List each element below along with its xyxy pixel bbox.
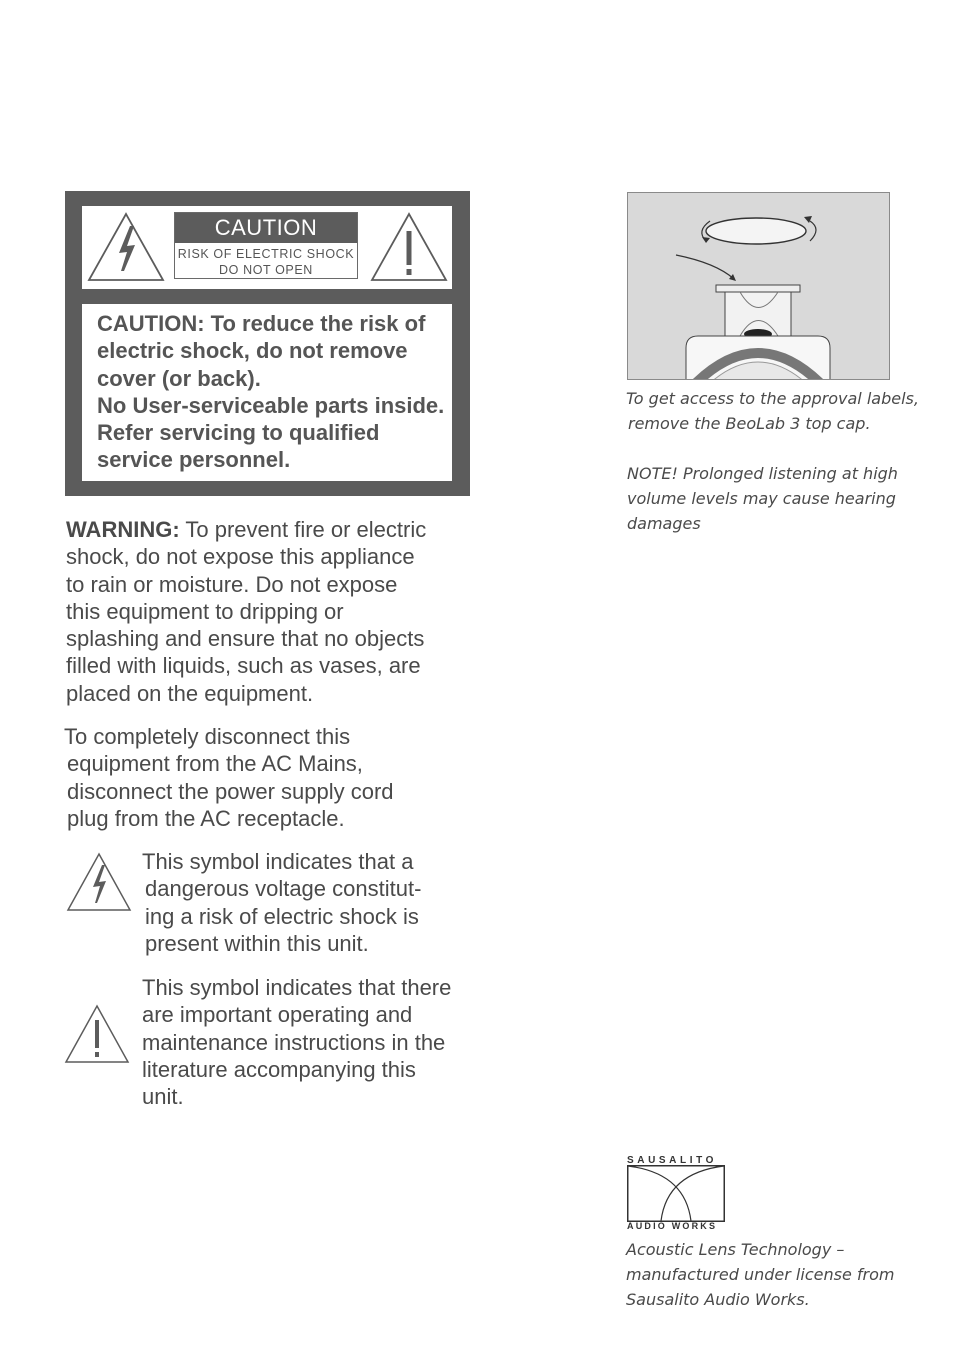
- note-line: damages: [627, 514, 701, 533]
- exclamation-warning-icon: [369, 211, 449, 283]
- warning-label: WARNING:: [66, 517, 180, 542]
- caution-panel: [65, 191, 470, 496]
- lightning-warning-icon: [86, 211, 166, 283]
- warning-line: placed on the equipment.: [66, 680, 314, 706]
- disconnect-line: disconnect the power supply cord: [67, 778, 394, 804]
- caution-line: No User-serviceable parts inside.: [97, 392, 445, 418]
- speaker-illustration-graphic: [628, 193, 890, 380]
- exclamation-text-line: maintenance instructions in the: [142, 1029, 446, 1055]
- photo-caption: [626, 386, 936, 436]
- caution-label-title: CAUTION: [175, 213, 357, 243]
- disconnect-paragraph: [64, 723, 474, 832]
- caution-text: [97, 310, 457, 474]
- photo-caption-line: To get access to the approval labels,: [626, 389, 919, 408]
- disconnect-line: plug from the AC receptacle.: [67, 805, 345, 831]
- exclamation-text-line: are important operating and: [142, 1002, 413, 1028]
- lightning-symbol-text: [142, 848, 472, 957]
- license-text: [626, 1237, 936, 1312]
- warning-line: this equipment to dripping or: [66, 598, 344, 624]
- exclamation-text-line: unit.: [142, 1084, 184, 1110]
- lightning-text-line: dangerous voltage constitut-: [145, 876, 422, 902]
- caution-line: Refer servicing to qualified: [97, 420, 380, 446]
- exclamation-text-line: literature accompanying this: [142, 1056, 416, 1082]
- caution-line: cover (or back).: [97, 365, 261, 391]
- hearing-note: [627, 461, 937, 536]
- disconnect-line: equipment from the AC Mains,: [67, 751, 363, 777]
- warning-line: splashing and ensure that no objects: [66, 626, 425, 652]
- caution-text-box: [82, 304, 452, 481]
- license-line: Acoustic Lens Technology –: [626, 1240, 845, 1259]
- disconnect-line: To completely disconnect this: [64, 724, 351, 749]
- warning-line: To prevent fire or electric: [179, 517, 427, 542]
- warning-line: shock, do not expose this appliance: [66, 544, 415, 570]
- logo-mark: [627, 1165, 725, 1222]
- lightning-text-line: ing a risk of electric shock is: [145, 903, 419, 929]
- warning-line: filled with liquids, such as vases, are: [66, 653, 421, 679]
- warning-paragraph: [66, 516, 476, 707]
- note-line: volume levels may cause hearing: [627, 489, 896, 508]
- caution-label-line2: DO NOT OPEN: [219, 263, 313, 277]
- lightning-text-line: This symbol indicates that a: [142, 849, 414, 874]
- logo-top-text: SAUSALITO: [627, 1155, 717, 1166]
- lightning-text-line: present within this unit.: [145, 930, 369, 956]
- license-line: manufactured under license from: [626, 1265, 895, 1284]
- sausalito-audio-works-logo: [626, 1155, 736, 1233]
- logo-bottom-text: AUDIO WORKS: [627, 1221, 718, 1231]
- exclamation-symbol-text: [142, 974, 482, 1110]
- caution-label: [174, 212, 358, 279]
- lightning-symbol-icon: [66, 852, 132, 912]
- warning-line: to rain or moisture. Do not expose: [66, 571, 398, 597]
- caution-line: service personnel.: [97, 447, 291, 473]
- caution-line: CAUTION: To reduce the risk of: [97, 311, 426, 336]
- license-line: Sausalito Audio Works.: [626, 1290, 810, 1309]
- exclamation-text-line: This symbol indicates that there: [142, 975, 452, 1000]
- note-line: NOTE! Prolonged listening at high: [627, 464, 898, 483]
- speaker-top-cap-illustration: [627, 192, 890, 380]
- exclamation-symbol-icon: [64, 1004, 130, 1064]
- caution-line: electric shock, do not remove: [97, 338, 408, 364]
- caution-header: [82, 206, 452, 289]
- photo-caption-line: remove the BeoLab 3 top cap.: [628, 414, 871, 433]
- caution-label-line1: RISK OF ELECTRIC SHOCK: [177, 247, 355, 261]
